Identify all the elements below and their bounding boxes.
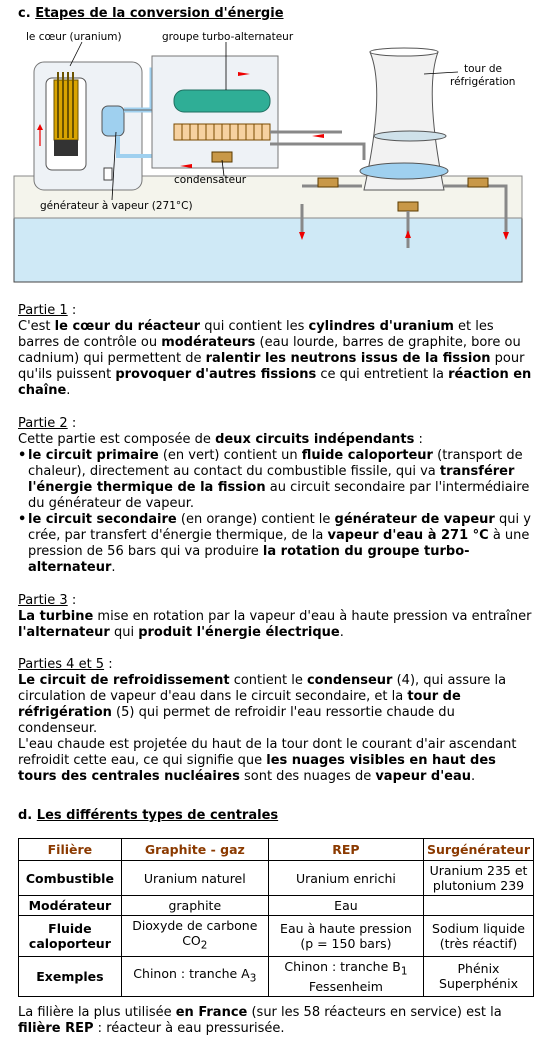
table-header: Surgénérateur [424,839,534,861]
bullet-icon: • [18,448,27,463]
label-tour-line2: réfrigération [450,76,516,88]
power-plant-diagram [12,26,524,294]
table-row [19,861,534,896]
table-row [19,956,534,997]
table-cell: Dioxyde de carbone $CO_2$ [121,916,268,957]
tower-top [370,48,438,56]
table-cell: Phénix Superphénix [424,956,534,997]
row-label: Combustible [19,861,122,896]
section-d-heading [18,808,278,823]
centrales-table [18,838,534,997]
partie-3-text: La turbine mise en rotation par la vapeur d'eau à haute pression va entraîner l'alternateur qui produit l'énergie électrique. [18,609,532,640]
table-row [19,916,534,957]
conclusion-text: La filière la plus utilisée en France (sur les 58 réacteurs en service) est la filière REP : réacteur à eau pressurisée. [18,1005,502,1036]
partie-2 [18,416,532,576]
table-header-row [19,839,534,861]
tower-spray-deck [374,131,446,141]
pump-icon [318,178,338,187]
arrow-right-icon [312,134,324,138]
partie-1-text: C'est le cœur du réacteur qui contient les cylindres d'uranium et les barres de contrôle ou modérateurs (eau lourde, barres de graphite, bore ou cadnium) qui permettent de ralentir les neutrons issus de la fission pour qu'ils puissent provoquer d'autres fissions ce qui entretient la réaction en chaîne. [18,319,532,398]
partie-1-heading: Partie 1 : [18,303,77,318]
pump-icon [468,178,488,187]
section-c-title: Etapes de la conversion d'énergie [35,6,284,21]
parties-4-5-text-2: L'eau chaude est projetée du haut de la tour dont le courant d'air ascendant refroidit cette eau, ce qui signifie que les nuages visibles en haut des tours des centrales nucléaires sont des nuages de vapeur d'eau. [18,737,517,784]
table-row [19,896,534,916]
table-cell [424,896,534,916]
section-d-title: Les différents types de centrales [36,808,279,823]
pump-icon [104,168,112,180]
table-cell: Uranium enrichi [268,861,423,896]
uranium-core [54,72,78,156]
tower-basin [360,163,448,179]
parties-4-5-heading: Parties 4 et 5 : [18,657,113,672]
section-c-letter: c. [18,6,31,21]
parties-4-5 [18,657,532,785]
section-d-letter: d. [18,808,33,823]
parties-4-5-title: Parties 4 et 5 [18,657,105,672]
pump-icon [398,202,418,211]
steam-generator [102,106,124,136]
table-header: REP [268,839,423,861]
partie-3-heading: Partie 3 : [18,593,77,608]
partie-3-title: Partie 3 [18,593,68,608]
table-header: Graphite - gaz [121,839,268,861]
table-cell: Eau [268,896,423,916]
table-cell: Uranium 235 et plutonium 239 [424,861,534,896]
row-label: Modérateur [19,896,122,916]
table-cell: graphite [121,896,268,916]
row-label: Exemples [19,956,122,997]
partie-1 [18,303,532,399]
bullet-circuit-primaire: • le circuit primaire (en vert) contient un fluide caloporteur (transport de chaleur), directement au contact du combustible fissile, qui va transférer l'énergie thermique de la fission au circuit secondaire par l'intermédiaire du générateur de vapeur. [18,448,530,511]
section-c-heading [18,6,284,21]
table-cell: Chinon : tranche $A_3$ [121,956,268,997]
label-coeur: le cœur (uranium) [26,31,122,43]
label-condenseur: condensateur [174,174,247,186]
bullet-icon: • [18,512,27,527]
label-turbo: groupe turbo-alternateur [162,31,294,43]
bullet-circuit-secondaire: • le circuit secondaire (en orange) contient le générateur de vapeur qui y crée, par transfert d'énergie thermique, de la vapeur d'eau à 271 °C à une pression de 56 bars qui va produire la rotation du groupe turbo-alternateur. [18,512,531,575]
row-label: Fluide caloporteur [19,916,122,957]
partie-2-heading: Partie 2 : [18,416,77,431]
partie-1-title: Partie 1 [18,303,68,318]
table-cell: Eau à haute pression (p = 150 bars) [268,916,423,957]
water-pool [14,218,522,282]
partie-2-intro: Cette partie est composée de deux circuits indépendants : [18,432,423,447]
partie-2-title: Partie 2 [18,416,68,431]
table-cell: Uranium naturel [121,861,268,896]
turbo-alternator [174,90,270,112]
table-header: Filière [19,839,122,861]
parties-4-5-text-1: Le circuit de refroidissement contient le condenseur (4), qui assure la circulation de vapeur d'eau dans le circuit secondaire, et la tour de réfrigération (5) qui permet de refroidir l'eau ressortie chaude du condenseur. [18,673,507,736]
partie-3 [18,593,532,641]
label-generateur: générateur à vapeur (271°C) [40,200,193,212]
label-tour-line1: tour de [464,63,502,75]
conclusion [18,1005,532,1037]
table-cell: Sodium liquide (très réactif) [424,916,534,957]
table-cell: Chinon : tranche $B_1$ Fessenheim [268,956,423,997]
